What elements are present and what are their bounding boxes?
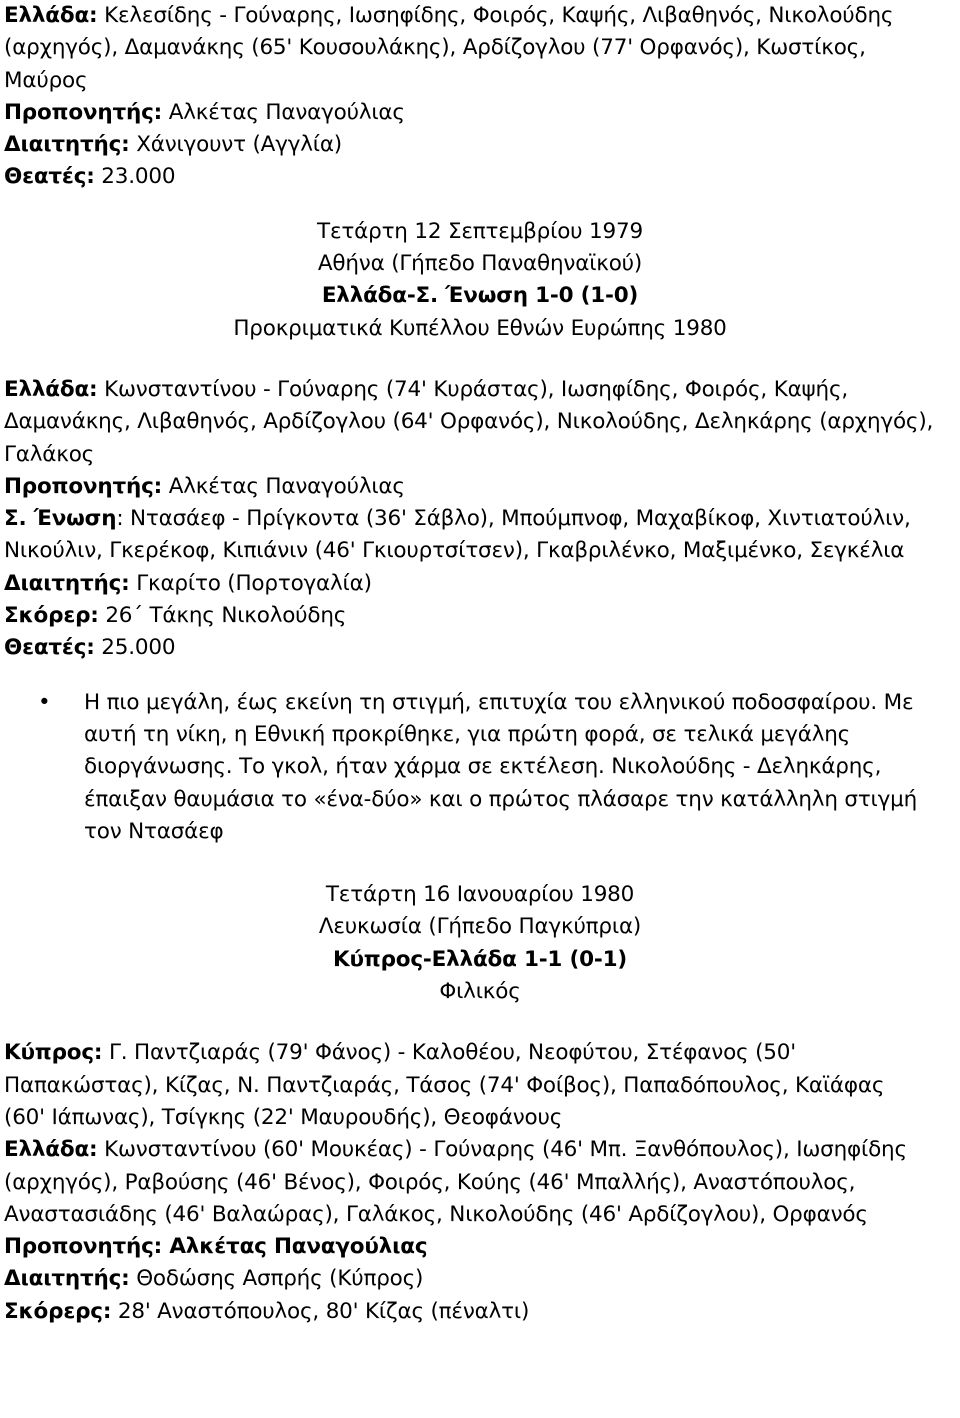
- prev-referee: [4, 129, 956, 161]
- match-1-greece-lineup: [4, 374, 956, 471]
- match-1-title: Ελλάδα-Σ. Ένωση 1-0 (1-0): [321, 283, 639, 309]
- match-2-competition: Φιλικός: [439, 979, 521, 1005]
- cyprus-lineup-text: Γ. Παντζιαράς (79' Φάνος) - Καλοθέου, Νεοφύτου, Στέφανος (50' Παπακώστας), Κίζας, Ν. Παντζιαράς, Τάσος (74' Φοίβος), Παπαδόπουλος, Καϊάφας (60' Ιάπωνας), Τσίγκης (22' Μαυρουδής), Θεοφάνους: [4, 1040, 885, 1130]
- attendance-value: 23.000: [101, 164, 176, 190]
- match-2-date: Τετάρτη 16 Ιανουαρίου 1980: [325, 882, 635, 908]
- match-2-header: [4, 879, 956, 1008]
- greece-label: Ελλάδα:: [4, 3, 98, 28]
- referee-name: Χάνιγουντ (Αγγλία): [136, 132, 342, 158]
- referee-name: Γκαρίτο (Πορτογαλία): [136, 570, 372, 596]
- match-1-competition: Προκριματικά Κυπέλλου Εθνών Ευρώπης 1980: [233, 315, 727, 341]
- match-2-referee: [4, 1263, 956, 1295]
- match-2-venue: Λευκωσία (Γήπεδο Παγκύπρια): [318, 914, 642, 940]
- scorers-text: 28' Αναστόπουλος, 80' Κίζας (πέναλτι): [117, 1298, 530, 1324]
- bullet-icon: [38, 687, 50, 719]
- coach-label: Προπονητής:: [4, 99, 163, 125]
- match-1-note-text: Η πιο μεγάλη, έως εκείνη τη στιγμή, επιτυχία του ελληνικού ποδοσφαίρου. Με αυτή τη νίκη, η Εθνική προκρίθηκε, για πρώτη φορά, σε τελικά μεγάλης διοργάνωσης. Το γκολ, ήταν χάρμα σε εκτέλεση. Νικολούδης - Δεληκάρης, έπαιξαν θαυμάσια το «ένα-δύο» και ο πρώτος πλάσαρε την κατάλληλη στιγμή τον Ντασάεφ: [84, 689, 918, 844]
- match-2-cyprus-lineup: [4, 1037, 956, 1134]
- opponent-label: Σ. Ένωση: [4, 506, 117, 532]
- match-1-note: [4, 687, 956, 848]
- attendance-label: Θεατές:: [4, 635, 95, 661]
- match-2-scorers: [4, 1296, 956, 1328]
- referee-label: Διαιτητής:: [4, 570, 130, 596]
- attendance-label: Θεατές:: [4, 164, 95, 190]
- greece-label: Ελλάδα:: [4, 376, 98, 402]
- scorer-text: 26΄ Τάκης Νικολούδης: [105, 603, 347, 629]
- coach-name: Αλκέτας Παναγούλιας: [168, 99, 405, 125]
- match-2-title: Κύπρος-Ελλάδα 1-1 (0-1): [333, 946, 627, 972]
- referee-name: Θοδώσης Ασπρής (Κύπρος): [136, 1266, 424, 1292]
- referee-label: Διαιτητής:: [4, 1266, 130, 1292]
- attendance-value: 25.000: [101, 635, 176, 661]
- match-1-opponent-lineup: [4, 503, 956, 568]
- scorers-label: Σκόρερς:: [4, 1298, 112, 1324]
- match-1-attendance: [4, 632, 956, 664]
- match-1-venue: Αθήνα (Γήπεδο Παναθηναϊκού): [317, 251, 643, 277]
- coach-label: Προπονητής:: [4, 473, 163, 499]
- greece-label: Ελλάδα:: [4, 1137, 98, 1163]
- greece-lineup-text: Κωνσταντίνου (60' Μουκέας) - Γούναρης (46' Μπ. Ξανθόπουλος), Ιωσηφίδης (αρχηγός), Ραβούσης (46' Βένος), Φοιρός, Κούης (46' Μπαλλής), Αναστόπουλος, Αναστασιάδης (46' Βαλαώρας), Γαλάκος, Νικολούδης (46' Αρδίζογλου), Ορφανός: [4, 1137, 907, 1227]
- referee-label: Διαιτητής:: [4, 132, 130, 158]
- cyprus-label: Κύπρος:: [4, 1040, 103, 1066]
- greece-lineup-text: Κωνσταντίνου - Γούναρης (74' Κυράστας), Ιωσηφίδης, Φοιρός, Καψής, Δαμανάκης, Λιβαθηνός, Αρδίζογλου (64' Ορφανός), Νικολούδης, Δεληκάρης (αρχηγός), Γαλάκος: [4, 376, 934, 467]
- match-1-scorer: [4, 600, 956, 632]
- coach-label: Προπονητής:: [4, 1234, 163, 1260]
- match-1-date: Τετάρτη 12 Σεπτεμβρίου 1979: [317, 218, 643, 244]
- match-1-referee: [4, 568, 956, 600]
- coach-name: Αλκέτας Παναγούλιας: [169, 1234, 428, 1260]
- prev-coach: [4, 97, 956, 129]
- greece-lineup-text: Κελεσίδης - Γούναρης, Ιωσηφίδης, Φοιρός, Καψής, Λιβαθηνός, Νικολούδης (αρχηγός), Δαμανάκης (65' Κουσουλάκης), Αρδίζογλου (77' Ορφανός), Κωστίκος, Μαύρος: [4, 3, 894, 93]
- match-1-coach: [4, 471, 956, 503]
- match-2-coach: [4, 1231, 956, 1263]
- prev-greece-lineup: [4, 0, 956, 97]
- match-1-header: [4, 216, 956, 345]
- match-2-greece-lineup: [4, 1134, 956, 1231]
- prev-attendance: [4, 161, 956, 193]
- opponent-lineup-text: : Ντασάεφ - Πρίγκοντα (36' Σάβλο), Μπούμπνοφ, Μαχαβίκοφ, Χιντιατούλιν, Νικούλιν, Γκερέκοφ, Κιπιάνιν (46' Γκιουρτσίτσεν), Γκαβριλένκο, Μαξιμένκο, Σεγκέλια: [4, 506, 911, 564]
- scorer-label: Σκόρερ:: [4, 603, 99, 629]
- coach-name: Αλκέτας Παναγούλιας: [168, 473, 405, 499]
